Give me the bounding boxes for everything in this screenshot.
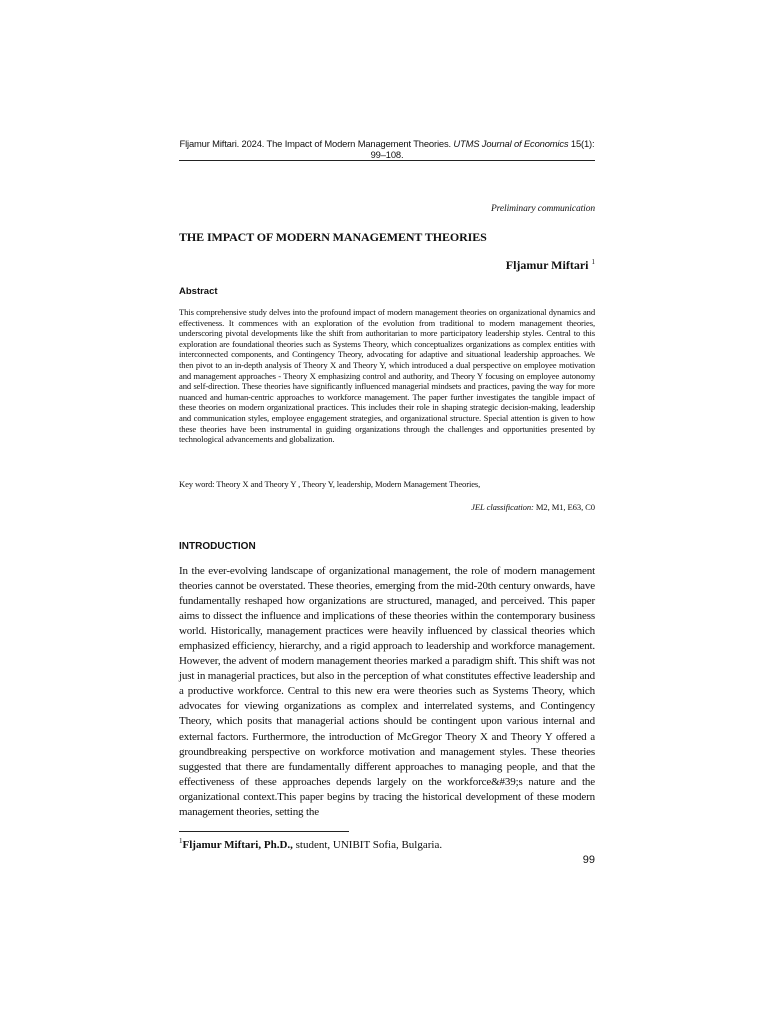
footnote-marker: 1	[179, 837, 183, 845]
introduction-heading: INTRODUCTION	[179, 541, 256, 552]
header-divider	[179, 160, 595, 161]
footnote	[179, 837, 595, 851]
page-number: 99	[582, 854, 595, 866]
keywords: Key word: Theory X and Theory Y , Theory Y, leadership, Modern Management Theories,	[179, 479, 481, 489]
paper-title: THE IMPACT OF MODERN MANAGEMENT THEORIES	[179, 230, 487, 244]
article-type: Preliminary communication	[490, 204, 595, 214]
introduction-text: In the ever-evolving landscape of organizational management, the role of modern management theories cannot be overstated. These theories, emerging from the mid-20th century onwards, have fundamentally reshaped how organizations are structured, managed, and perceived. This paper aims to dissect the influence and implications of these theories within the contemporary business world. Historically, management practices were heavily influenced by classical theories which emphasized efficiency, hierarchy, and a rigid approach to leadership and workforce management. However, the advent of modern management theories marked a paradigm shift. This shift was not just in managerial practices, but also in the perception of what constitutes effective leadership and a productive workforce. Central to this new era were theories such as Systems Theory, which advocates for viewing organizations as complex and interrelated systems, and Contingency Theory, which posits that managerial actions should be contingent upon various internal and external factors. Furthermore, the introduction of McGregor Theory X and Theory Y offered a groundbreaking perspective on workforce motivation and management styles. These theories suggested that there are fundamentally different approaches to managing people, and that the effectiveness of these approaches depends largely on the workforce&#39;s nature and the organizational context.This paper begins by tracing the historical development of these modern management theories, setting the	[179, 565, 595, 818]
footnote-affiliation: student, UNIBIT Sofia, Bulgaria.	[292, 839, 443, 851]
footnote-author: Fljamur Miftari, Ph.D.,	[182, 839, 293, 851]
author-name: Fljamur Miftari	[505, 258, 589, 272]
journal-name: UTMS Journal of Economics	[453, 138, 569, 149]
abstract-text: This comprehensive study delves into the profound impact of modern management theories on organizational dynamics and effectiveness. It commences with an exploration of the evolution from traditional to modern management theories, underscoring pivotal developments like the shift from authoritarian to more participatory leadership styles. Central to this exploration are foundational theories such as Systems Theory, which conceptualizes organizations as complex entities with interconnected components, and Contingency Theory, advocating for adaptive and situational leadership approaches. We then pivot to an in-depth analysis of Theory X and Theory Y, which introduced a dual perspective on employee motivation and management approaches - Theory X emphasizing control and authority, and Theory Y focusing on employee autonomy and self-direction. These theories have significantly influenced managerial mindsets and practices, paving the way for more nuanced and human-centric approaches to workforce management. The paper further investigates the tangible impact of these theories on modern organizational practices. This includes their role in shaping strategic decision-making, leadership and communication styles, employee engagement strategies, and organizational structure. Special attention is given to how these theories have been instrumental in guiding organizations through the challenges and opportunities presented by technological advancements and globalization.	[179, 307, 595, 445]
jel-codes: M2, M1, E63, C0	[533, 502, 595, 512]
jel-label: JEL classification:	[471, 502, 534, 512]
author-footnote-marker: 1	[591, 258, 595, 266]
abstract-heading: Abstract	[179, 286, 218, 297]
running-head-citation: Fljamur Miftari. 2024. The Impact of Modern Management Theories.	[179, 138, 454, 149]
running-head-volume: 15(1): 99–108.	[370, 138, 595, 160]
running-head	[179, 138, 595, 160]
author-line	[506, 258, 595, 273]
footnote-divider	[179, 831, 349, 832]
jel-classification	[471, 502, 595, 512]
